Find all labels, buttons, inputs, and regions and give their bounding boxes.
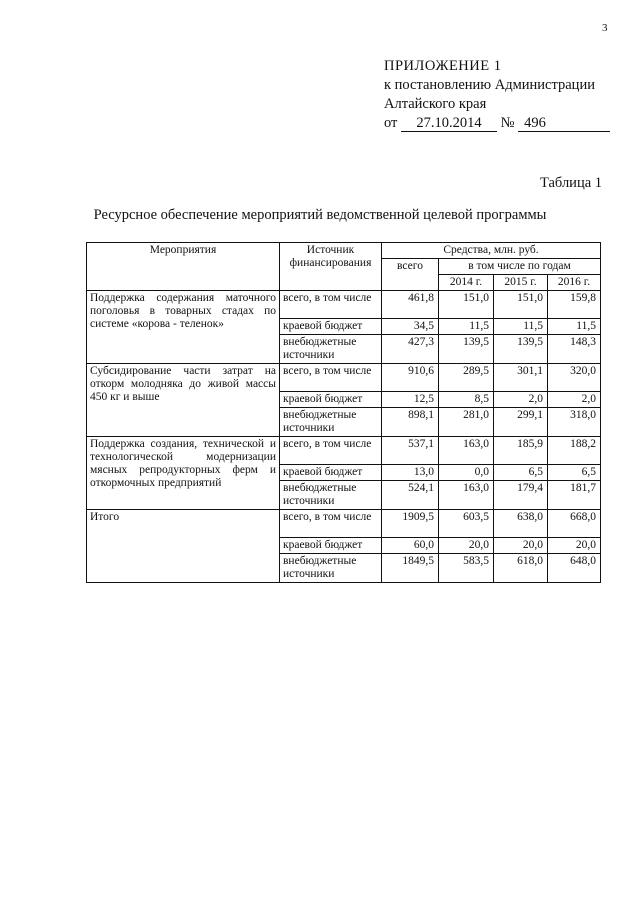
header-events: Мероприятия — [87, 243, 280, 291]
value-cell-total: 461,8 — [382, 291, 439, 319]
source-cell: краевой бюджет — [280, 465, 382, 481]
source-cell: краевой бюджет — [280, 538, 382, 554]
event-name-cell: Итого — [87, 510, 280, 583]
value-cell-y2016: 2,0 — [548, 392, 601, 408]
source-cell: всего, в том числе — [280, 510, 382, 538]
value-cell-y2016: 648,0 — [548, 554, 601, 583]
table-caption: Ресурсное обеспечение мероприятий ведомственной целевой программы — [93, 207, 547, 223]
source-cell: всего, в том числе — [280, 437, 382, 465]
value-cell-y2014: 11,5 — [439, 319, 494, 335]
table-row — [87, 291, 601, 319]
value-cell-y2015: 299,1 — [494, 408, 548, 437]
resource-table — [86, 242, 601, 583]
appendix-title: ПРИЛОЖЕНИЕ 1 — [384, 58, 502, 74]
value-cell-y2016: 159,8 — [548, 291, 601, 319]
resolution-number: 496 — [518, 116, 610, 132]
appendix-line-1: к постановлению Администрации — [384, 77, 595, 93]
value-cell-y2014: 163,0 — [439, 437, 494, 465]
event-name-cell: Субсидирование части затрат на откорм молодняка до живой массы 450 кг и выше — [87, 364, 280, 437]
value-cell-y2015: 151,0 — [494, 291, 548, 319]
header-source: Источник финансирования — [280, 243, 382, 291]
value-cell-y2014: 151,0 — [439, 291, 494, 319]
value-cell-y2015: 185,9 — [494, 437, 548, 465]
value-cell-total: 898,1 — [382, 408, 439, 437]
appendix-block — [384, 57, 610, 133]
appendix-date-line — [384, 114, 610, 133]
value-cell-total: 427,3 — [382, 335, 439, 364]
value-cell-total: 60,0 — [382, 538, 439, 554]
value-cell-y2015: 11,5 — [494, 319, 548, 335]
value-cell-total: 524,1 — [382, 481, 439, 510]
header-2014: 2014 г. — [439, 275, 494, 291]
value-cell-total: 34,5 — [382, 319, 439, 335]
table-row — [87, 437, 601, 465]
from-label: от — [384, 115, 398, 131]
header-row-1 — [87, 243, 601, 259]
header-funds: Средства, млн. руб. — [382, 243, 601, 259]
value-cell-y2015: 2,0 — [494, 392, 548, 408]
resolution-date: 27.10.2014 — [401, 116, 497, 132]
value-cell-y2014: 281,0 — [439, 408, 494, 437]
value-cell-y2015: 179,4 — [494, 481, 548, 510]
value-cell-y2014: 139,5 — [439, 335, 494, 364]
header-by-years: в том числе по годам — [439, 259, 601, 275]
value-cell-y2014: 163,0 — [439, 481, 494, 510]
header-2015: 2015 г. — [494, 275, 548, 291]
value-cell-y2014: 583,5 — [439, 554, 494, 583]
value-cell-total: 1849,5 — [382, 554, 439, 583]
value-cell-y2014: 289,5 — [439, 364, 494, 392]
value-cell-y2015: 20,0 — [494, 538, 548, 554]
table-row — [87, 510, 601, 538]
event-name-cell: Поддержка содержания маточного поголовья в товарных стадах по системе «корова - теленок» — [87, 291, 280, 364]
value-cell-y2015: 301,1 — [494, 364, 548, 392]
event-name-cell: Поддержка создания, технической и технологической модернизации мясных репродукторных ферм и откормочных предприятий — [87, 437, 280, 510]
source-cell: внебюджетные источники — [280, 554, 382, 583]
appendix-line-2: Алтайского края — [384, 96, 487, 112]
header-2016: 2016 г. — [548, 275, 601, 291]
value-cell-y2016: 6,5 — [548, 465, 601, 481]
value-cell-y2016: 668,0 — [548, 510, 601, 538]
value-cell-y2016: 148,3 — [548, 335, 601, 364]
value-cell-y2015: 139,5 — [494, 335, 548, 364]
source-cell: внебюджетные источники — [280, 481, 382, 510]
value-cell-y2016: 181,7 — [548, 481, 601, 510]
value-cell-total: 13,0 — [382, 465, 439, 481]
value-cell-y2015: 618,0 — [494, 554, 548, 583]
value-cell-y2015: 6,5 — [494, 465, 548, 481]
number-label: № — [500, 115, 515, 131]
source-cell: краевой бюджет — [280, 319, 382, 335]
header-total: всего — [382, 259, 439, 291]
value-cell-y2015: 638,0 — [494, 510, 548, 538]
value-cell-total: 910,6 — [382, 364, 439, 392]
value-cell-y2016: 188,2 — [548, 437, 601, 465]
value-cell-y2014: 20,0 — [439, 538, 494, 554]
source-cell: всего, в том числе — [280, 291, 382, 319]
value-cell-y2014: 603,5 — [439, 510, 494, 538]
value-cell-total: 537,1 — [382, 437, 439, 465]
value-cell-total: 12,5 — [382, 392, 439, 408]
resource-table-body — [87, 243, 601, 583]
source-cell: краевой бюджет — [280, 392, 382, 408]
value-cell-y2016: 320,0 — [548, 364, 601, 392]
value-cell-y2016: 20,0 — [548, 538, 601, 554]
source-cell: внебюджетные источники — [280, 408, 382, 437]
page-number: 3 — [602, 22, 608, 34]
value-cell-y2016: 318,0 — [548, 408, 601, 437]
source-cell: всего, в том числе — [280, 364, 382, 392]
value-cell-y2014: 8,5 — [439, 392, 494, 408]
value-cell-total: 1909,5 — [382, 510, 439, 538]
value-cell-y2014: 0,0 — [439, 465, 494, 481]
table-row — [87, 364, 601, 392]
table-label: Таблица 1 — [540, 175, 603, 191]
source-cell: внебюджетные источники — [280, 335, 382, 364]
value-cell-y2016: 11,5 — [548, 319, 601, 335]
